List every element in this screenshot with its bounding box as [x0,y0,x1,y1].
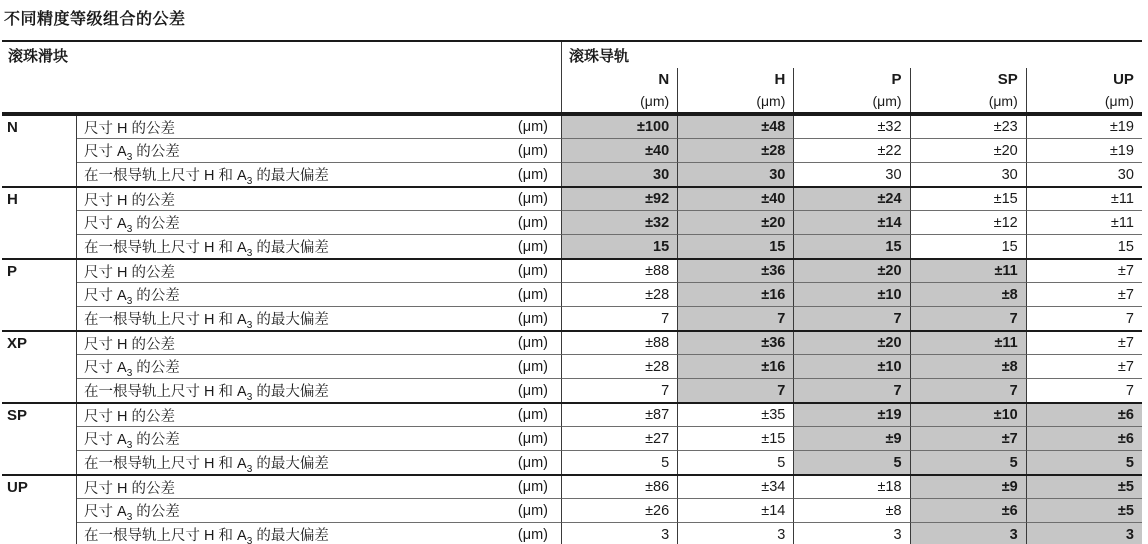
table-row [2,474,1142,498]
col-header-runner-block: 滚珠滑块 [8,47,69,65]
header-spacer [2,90,561,112]
row-description [77,116,561,138]
header-spacer [2,68,561,90]
row-unit: (μm) [517,502,548,519]
value-cell-n-n: ±40 [561,138,677,162]
value-cell-xp-up: ±7 [1026,332,1142,354]
table-row [2,378,1142,402]
value-cell-up-up: 3 [1026,522,1142,544]
value-cell-n-up: ±19 [1026,116,1142,138]
row-unit: (μm) [517,214,548,231]
value-cell-h-sp: ±15 [910,188,1026,210]
value-cell-xp-sp: ±8 [910,354,1026,378]
row-label: 在一根导轨上尺寸 H 和 $A_3$ 的最大偏差 [84,312,329,331]
value-cell-xp-up: ±7 [1026,354,1142,378]
row-unit: (μm) [517,310,548,327]
row-unit: (μm) [517,263,548,279]
value-cell-up-p: 3 [793,522,909,544]
row-label: 尺寸 H 的公差 [84,264,176,281]
row-unit: (μm) [517,286,548,303]
col-header-up: UP [1026,68,1142,90]
group-label: SP [2,404,77,426]
unit-label: (μm) [677,90,793,112]
value-cell-xp-h: 7 [677,378,793,402]
row-description [77,282,561,306]
value-cell-p-up: 7 [1026,306,1142,330]
value-cell-n-sp: ±20 [910,138,1026,162]
value-cell-sp-h: ±15 [677,426,793,450]
value-cell-p-n: ±28 [561,282,677,306]
row-description [77,306,561,330]
value-cell-up-h: ±34 [677,476,793,498]
unit-label: (μm) [793,90,909,112]
value-cell-up-n: 3 [561,522,677,544]
tolerance-table [2,40,1142,544]
value-cell-h-n: ±92 [561,188,677,210]
value-cell-p-up: ±7 [1026,282,1142,306]
table-row [2,234,1142,258]
value-cell-h-h: ±40 [677,188,793,210]
value-cell-h-sp: 15 [910,234,1026,258]
row-unit: (μm) [517,454,548,471]
row-description [77,498,561,522]
value-cell-h-up: ±11 [1026,188,1142,210]
group-label [2,378,77,402]
row-unit: (μm) [517,119,548,135]
value-cell-n-p: 30 [793,162,909,186]
value-cell-sp-h: ±35 [677,404,793,426]
row-label: 在一根导轨上尺寸 H 和 $A_3$ 的最大偏差 [84,384,329,403]
group-label [2,426,77,450]
table-row [2,210,1142,234]
value-cell-xp-p: ±10 [793,354,909,378]
value-cell-up-sp: 3 [910,522,1026,544]
value-cell-sp-sp: 5 [910,450,1026,474]
row-description [77,234,561,258]
unit-label: (μm) [561,90,677,112]
value-cell-xp-h: ±16 [677,354,793,378]
row-label: 尺寸 $A_3$ 的公差 [84,216,180,235]
value-cell-sp-up: ±6 [1026,426,1142,450]
row-description [77,378,561,402]
value-cell-p-sp: 7 [910,306,1026,330]
value-cell-xp-sp: ±11 [910,332,1026,354]
row-label: 尺寸 H 的公差 [84,336,176,353]
row-unit: (μm) [517,358,548,375]
value-cell-p-p: ±10 [793,282,909,306]
row-unit: (μm) [517,191,548,207]
header-unit-row [2,90,1142,112]
group-label [2,354,77,378]
value-cell-up-n: ±86 [561,476,677,498]
value-cell-xp-n: ±88 [561,332,677,354]
row-description [77,354,561,378]
row-description [77,404,561,426]
header-grade-row [2,68,1142,90]
value-cell-up-sp: ±9 [910,476,1026,498]
table-row [2,258,1142,282]
row-label: 尺寸 H 的公差 [84,192,176,209]
group-label: XP [2,332,77,354]
row-description [77,210,561,234]
row-label: 在一根导轨上尺寸 H 和 $A_3$ 的最大偏差 [84,528,329,544]
group-label [2,282,77,306]
row-unit: (μm) [517,479,548,495]
value-cell-n-sp: 30 [910,162,1026,186]
row-description [77,260,561,282]
value-cell-n-h: ±48 [677,116,793,138]
value-cell-h-sp: ±12 [910,210,1026,234]
value-cell-h-h: ±20 [677,210,793,234]
col-header-n: N [561,68,677,90]
table-row [2,354,1142,378]
value-cell-p-sp: ±11 [910,260,1026,282]
value-cell-xp-n: ±28 [561,354,677,378]
value-cell-n-h: ±28 [677,138,793,162]
value-cell-n-up: ±19 [1026,138,1142,162]
group-label [2,498,77,522]
value-cell-n-sp: ±23 [910,116,1026,138]
table-body [2,114,1142,544]
value-cell-h-p: ±14 [793,210,909,234]
row-label: 尺寸 $A_3$ 的公差 [84,360,180,379]
value-cell-up-n: ±26 [561,498,677,522]
row-description [77,476,561,498]
value-cell-h-h: 15 [677,234,793,258]
group-label: H [2,188,77,210]
table-row [2,330,1142,354]
row-label: 尺寸 $A_3$ 的公差 [84,432,180,451]
value-cell-sp-sp: ±10 [910,404,1026,426]
value-cell-up-h: 3 [677,522,793,544]
value-cell-h-p: ±24 [793,188,909,210]
col-header-sp: SP [910,68,1026,90]
table-row [2,114,1142,138]
value-cell-p-p: 7 [793,306,909,330]
row-description [77,332,561,354]
row-unit: (μm) [517,166,548,183]
table-row [2,186,1142,210]
row-label: 尺寸 H 的公差 [84,120,176,137]
group-label: UP [2,476,77,498]
value-cell-up-p: ±18 [793,476,909,498]
table-row [2,426,1142,450]
value-cell-up-sp: ±6 [910,498,1026,522]
group-label [2,522,77,544]
row-unit: (μm) [517,238,548,255]
group-label [2,234,77,258]
group-label [2,306,77,330]
row-description [77,138,561,162]
row-label: 尺寸 H 的公差 [84,408,176,425]
table-row [2,138,1142,162]
value-cell-p-h: ±16 [677,282,793,306]
value-cell-sp-p: ±19 [793,404,909,426]
value-cell-h-n: 15 [561,234,677,258]
value-cell-sp-p: 5 [793,450,909,474]
row-description [77,188,561,210]
row-unit: (μm) [517,526,548,543]
value-cell-h-up: 15 [1026,234,1142,258]
value-cell-up-h: ±14 [677,498,793,522]
row-description [77,450,561,474]
row-unit: (μm) [517,335,548,351]
value-cell-sp-up: ±6 [1026,404,1142,426]
group-label: N [2,116,77,138]
row-label: 尺寸 H 的公差 [84,480,176,497]
row-unit: (μm) [517,407,548,423]
value-cell-xp-p: ±20 [793,332,909,354]
row-label: 尺寸 $A_3$ 的公差 [84,504,180,523]
group-label [2,450,77,474]
row-unit: (μm) [517,430,548,447]
col-header-p: P [793,68,909,90]
value-cell-h-n: ±32 [561,210,677,234]
header-section-row [2,42,1142,68]
value-cell-p-p: ±20 [793,260,909,282]
value-cell-up-p: ±8 [793,498,909,522]
value-cell-sp-n: ±27 [561,426,677,450]
value-cell-p-h: ±36 [677,260,793,282]
table-row [2,162,1142,186]
value-cell-sp-n: 5 [561,450,677,474]
value-cell-sp-h: 5 [677,450,793,474]
row-label: 在一根导轨上尺寸 H 和 $A_3$ 的最大偏差 [84,168,329,187]
value-cell-n-h: 30 [677,162,793,186]
value-cell-n-n: ±100 [561,116,677,138]
value-cell-xp-up: 7 [1026,378,1142,402]
page-title: 不同精度等级组合的公差 [4,11,186,28]
row-description [77,426,561,450]
group-label [2,210,77,234]
value-cell-p-n: 7 [561,306,677,330]
table-row [2,282,1142,306]
row-description [77,522,561,544]
value-cell-xp-n: 7 [561,378,677,402]
value-cell-h-p: 15 [793,234,909,258]
value-cell-h-up: ±11 [1026,210,1142,234]
value-cell-n-up: 30 [1026,162,1142,186]
value-cell-sp-n: ±87 [561,404,677,426]
value-cell-up-up: ±5 [1026,498,1142,522]
col-header-guide-rail: 滚珠导轨 [561,42,1142,68]
value-cell-sp-up: 5 [1026,450,1142,474]
value-cell-p-sp: ±8 [910,282,1026,306]
row-label: 尺寸 $A_3$ 的公差 [84,144,180,163]
row-label: 在一根导轨上尺寸 H 和 $A_3$ 的最大偏差 [84,456,329,475]
table-header [2,40,1142,114]
row-label: 尺寸 $A_3$ 的公差 [84,288,180,307]
value-cell-xp-sp: 7 [910,378,1026,402]
row-description [77,162,561,186]
value-cell-p-h: 7 [677,306,793,330]
table-row [2,306,1142,330]
value-cell-up-up: ±5 [1026,476,1142,498]
unit-label: (μm) [910,90,1026,112]
value-cell-p-n: ±88 [561,260,677,282]
row-unit: (μm) [517,142,548,159]
value-cell-xp-p: 7 [793,378,909,402]
group-label [2,162,77,186]
table-row [2,498,1142,522]
value-cell-n-n: 30 [561,162,677,186]
table-row [2,450,1142,474]
value-cell-xp-h: ±36 [677,332,793,354]
table-row [2,522,1142,544]
table-row [2,402,1142,426]
unit-label: (μm) [1026,90,1142,112]
row-label: 在一根导轨上尺寸 H 和 $A_3$ 的最大偏差 [84,240,329,259]
value-cell-n-p: ±22 [793,138,909,162]
value-cell-sp-sp: ±7 [910,426,1026,450]
value-cell-n-p: ±32 [793,116,909,138]
group-label [2,138,77,162]
col-header-h: H [677,68,793,90]
value-cell-sp-p: ±9 [793,426,909,450]
row-unit: (μm) [517,382,548,399]
value-cell-p-up: ±7 [1026,260,1142,282]
group-label: P [2,260,77,282]
